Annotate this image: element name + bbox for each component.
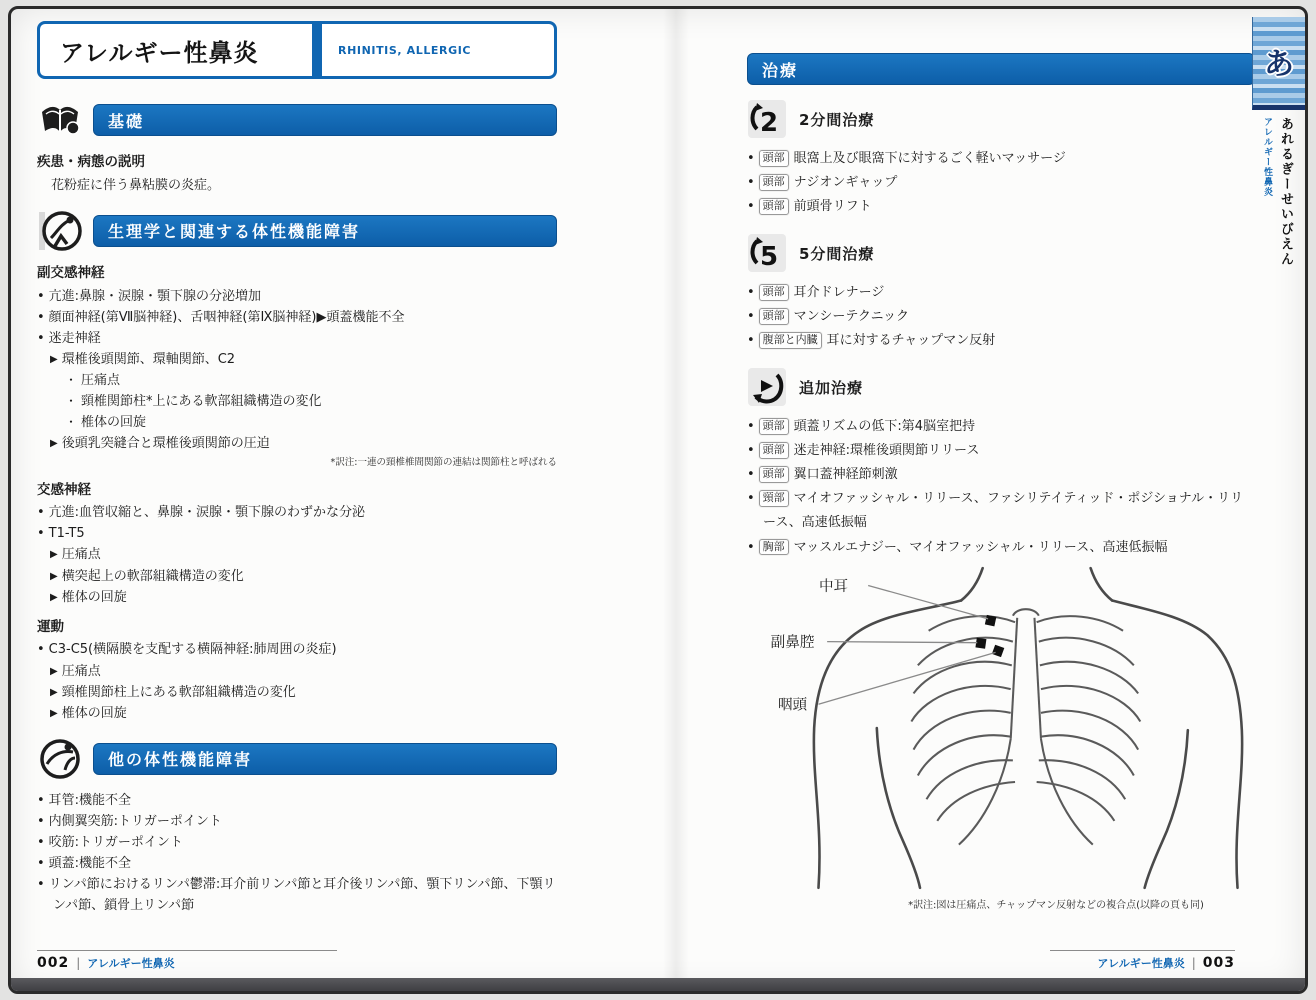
bullet-icon: • (747, 151, 755, 166)
list-item-text: 花粉症に伴う鼻粘膜の炎症。 (51, 177, 221, 193)
bullet-icon: ▶ (50, 707, 58, 719)
list-item (747, 281, 1255, 305)
sub-heading (37, 152, 557, 174)
list-item-text: 翼口蓋神経節刺激 (793, 467, 898, 483)
list-item-text: 運動 (37, 618, 64, 635)
bullet-icon: ▶ (50, 549, 58, 561)
footnote (37, 455, 557, 470)
list-item (747, 487, 1255, 535)
disease-title-bar (37, 21, 557, 79)
list-item-text: 亢進:血管収縮と、鼻腺・涙腺・顎下腺のわずかな分泌 (48, 505, 366, 521)
list-item-text: 眼窩上及び眼窩下に対するごく軽いマッサージ (793, 151, 1066, 166)
list-item (50, 682, 557, 703)
treatment-group-5min-items (747, 281, 1255, 353)
list-item (747, 415, 1255, 439)
list-item-text: 椎体の回旋 (81, 415, 147, 431)
timer-2min-icon (747, 99, 787, 139)
bullet-icon: ▶ (50, 591, 58, 603)
list-item (37, 639, 557, 660)
diagram-label-middle-ear: 中耳 (819, 577, 849, 595)
list-item-text: *訳注:一連の頸椎椎間関節の連結は関節柱と呼ばれる (330, 457, 557, 469)
list-item-text: 迷走神経 (48, 330, 101, 346)
index-tab (1252, 17, 1305, 110)
additional-treatment-icon (747, 367, 787, 407)
bullet-icon: ・ (65, 394, 78, 408)
hand-technique-icon (37, 736, 83, 782)
treatment-group-additional-title: 追加治療 (799, 378, 864, 397)
section-heading-basics: 基礎 (93, 104, 557, 136)
footer-rule-left (37, 950, 337, 951)
section-other-header (37, 736, 557, 782)
list-item-text: C3-C5(横隔膜を支配する横隔神経:肺周囲の炎症) (48, 642, 337, 658)
list-item (37, 502, 557, 523)
other-lines (37, 790, 557, 916)
list-item-text: 頸椎関節柱*上にある軟部組織構造の変化 (81, 394, 322, 409)
list-item-text: 顔面神経(第Ⅶ脳神経)、舌咽神経(第Ⅸ脳神経)▶頭蓋機能不全 (48, 309, 405, 325)
section-heading-physiology: 生理学と関連する体性機能障害 (93, 215, 557, 247)
list-item-text: 圧痛点 (61, 547, 101, 563)
index-tab-reading: あれるぎーせいびえん (1278, 117, 1293, 267)
index-tab-subtitle: アレルギー性鼻炎 (1262, 117, 1272, 197)
bullet-icon: • (747, 467, 755, 483)
list-item (747, 463, 1255, 487)
bullet-icon: • (747, 309, 755, 325)
list-item-text: 耳管:機能不全 (48, 792, 132, 808)
footer-right (1097, 955, 1235, 971)
list-item-text: 疾患・病態の説明 (37, 154, 145, 170)
region-tag: 頭部 (759, 442, 789, 459)
list-item (50, 566, 557, 587)
list-item-text: リンパ節におけるリンパ鬱滞:耳介前リンパ節と耳介後リンパ節、顎下リンパ節、下顎リンパ節、鎖骨上リンパ節 (48, 876, 556, 913)
list-item-text: 圧痛点 (81, 372, 121, 388)
list-item (37, 811, 557, 832)
list-item-text: マンシーテクニック (793, 309, 910, 325)
list-item (37, 523, 557, 544)
list-item (50, 703, 557, 724)
list-item-text: 耳介ドレナージ (793, 285, 885, 301)
list-item (65, 412, 557, 433)
section-heading-treatment: 治療 (747, 53, 1255, 85)
list-item (37, 832, 557, 853)
diagram-caption: *訳注:図は圧痛点、チャップマン反射などの複合点(以降の頁も同) (908, 899, 1204, 911)
body-mechanics-icon (37, 208, 83, 254)
treatment-group-2min-title: 2分間治療 (799, 110, 875, 129)
section-physiology-header (37, 208, 557, 254)
list-item-text: 前頭骨リフト (793, 199, 872, 215)
list-item (37, 307, 557, 328)
treatment-group-5min-title: 5分間治療 (799, 244, 875, 263)
diagram-label-sinus: 副鼻腔 (770, 633, 815, 651)
bullet-icon: • (747, 491, 755, 507)
bullet-icon: • (37, 330, 45, 346)
sub-heading (37, 480, 557, 502)
list-item-text: 頭蓋リズムの低下:第4脳室把持 (793, 419, 976, 435)
list-item-text: 亢進:鼻腺・涙腺・顎下腺の分泌増加 (48, 288, 262, 304)
bullet-icon: • (37, 855, 45, 871)
sub-heading (37, 263, 557, 285)
list-item-text: 頭蓋:機能不全 (48, 855, 132, 871)
list-item (747, 329, 1255, 353)
list-item-text: 耳に対するチャップマン反射 (826, 333, 996, 349)
list-item-text: 横突起上の軟部組織構造の変化 (61, 568, 244, 584)
region-tag: 頭部 (759, 418, 789, 435)
footer-left (37, 955, 175, 971)
bullet-icon: • (37, 505, 45, 521)
list-item-text: 椎体の回旋 (61, 705, 127, 721)
bullet-icon: • (747, 285, 755, 301)
diagram-label-pharynx: 咽頭 (777, 696, 808, 714)
chapman-point-middle-ear (985, 614, 997, 626)
page-number-right: 003 (1202, 955, 1235, 971)
book-bottom-edge (11, 978, 1305, 991)
book-frame (8, 6, 1308, 994)
bullet-icon: • (747, 333, 755, 349)
disease-title-english: RHINITIS, ALLERGIC (322, 24, 554, 76)
bullet-icon: • (747, 443, 755, 459)
bullet-icon: • (747, 539, 755, 555)
bullet-icon: • (37, 288, 45, 304)
bullet-icon: ▶ (50, 438, 58, 450)
index-tab-kana: あ (1264, 47, 1294, 82)
footer-separator-left: | (76, 956, 81, 970)
region-tag: 頸部 (759, 490, 789, 507)
bullet-icon: • (37, 642, 45, 658)
list-item-text: 副交感神経 (37, 264, 105, 281)
region-tag: 頭部 (759, 466, 789, 483)
list-item-text: マイオファッシャル・リリース、ファシリテイティッド・ポジショナル・リリース、高速低振幅 (763, 491, 1244, 531)
list-item (65, 370, 557, 391)
section-basics-header (37, 97, 557, 143)
left-page (37, 21, 557, 916)
list-item (747, 195, 1255, 219)
bullet-icon: • (747, 419, 755, 435)
treatment-group-5min-header (747, 233, 1255, 273)
list-item (50, 544, 557, 565)
treatment-group-additional-items (747, 415, 1255, 559)
list-item (50, 349, 557, 370)
list-item-text: 圧痛点 (61, 663, 101, 679)
list-item (37, 874, 557, 916)
region-tag: 胸部 (759, 539, 789, 556)
treatment-group-2min-items (747, 147, 1255, 219)
sub-heading (37, 617, 557, 639)
list-item (747, 536, 1255, 560)
list-item (37, 790, 557, 811)
list-item (37, 328, 557, 349)
basics-lines (37, 152, 557, 196)
section-heading-other: 他の体性機能障害 (93, 743, 557, 775)
list-item (747, 147, 1255, 171)
page-gutter (663, 9, 689, 991)
bullet-icon: ▶ (50, 353, 58, 365)
right-page (747, 53, 1255, 911)
treatment-group-2min-header (747, 99, 1255, 139)
footer-rule-right (1050, 950, 1235, 951)
list-item-text: 内側翼突筋:トリガーポイント (48, 813, 222, 829)
list-item-text: 椎体の回旋 (61, 589, 127, 605)
bullet-icon: • (37, 876, 45, 892)
list-item (747, 305, 1255, 329)
list-item-text: 後頭乳突縫合と環椎後頭関節の圧迫 (61, 436, 270, 452)
index-tab-vertical-labels (1261, 117, 1295, 267)
list-item-text: T1-T5 (48, 526, 85, 542)
footer-separator-right: | (1191, 956, 1196, 970)
disease-title: アレルギー性鼻炎 (40, 24, 312, 76)
bullet-icon: • (37, 526, 45, 542)
region-tag: 頭部 (759, 284, 789, 301)
bullet-icon: • (37, 792, 45, 808)
timer-5min-number: 5 (759, 242, 779, 273)
region-tag: 頭部 (759, 198, 789, 215)
bullet-icon: • (37, 834, 45, 850)
bullet-icon: • (37, 309, 45, 325)
region-tag: 頭部 (759, 308, 789, 325)
page-number-left: 002 (37, 955, 70, 971)
bullet-icon: ・ (65, 415, 78, 430)
list-item-text: ナジオンギャップ (793, 175, 898, 191)
list-item (65, 391, 557, 412)
bullet-icon: ▶ (50, 570, 58, 582)
bullet-icon: ▶ (50, 665, 58, 677)
list-item-text: 迷走神経:環椎後頭関節リリース (793, 443, 980, 459)
timer-5min-icon (747, 233, 787, 273)
list-item-text: 環椎後頭関節、環軸関節、C2 (61, 351, 236, 367)
list-item-text: 交感神経 (37, 481, 91, 498)
region-tag: 腹部と内臓 (759, 332, 822, 349)
list-item (50, 587, 557, 608)
bullet-icon: ・ (65, 372, 78, 387)
footer-title-left: アレルギー性鼻炎 (87, 957, 175, 970)
list-item (50, 433, 557, 454)
list-item (37, 853, 557, 874)
treatment-group-additional-header (747, 367, 1255, 407)
list-item (37, 175, 557, 196)
list-item-text: マッスルエナジー、マイオファッシャル・リリース、高速低振幅 (793, 539, 1168, 555)
chapman-point-pharynx (992, 644, 1004, 656)
bullet-icon: ▶ (50, 686, 58, 698)
timer-2min-number: 2 (759, 108, 779, 138)
bullet-icon: • (747, 175, 755, 191)
list-item-text: 咬筋:トリガーポイント (48, 834, 183, 850)
region-tag: 頭部 (759, 150, 789, 167)
chapman-reflex-diagram (747, 566, 1255, 894)
list-item (50, 661, 557, 682)
title-divider (312, 24, 322, 76)
open-book-icon (37, 97, 83, 143)
list-item (747, 439, 1255, 463)
list-item (37, 286, 557, 307)
footer-title-right: アレルギー性鼻炎 (1097, 957, 1185, 970)
list-item (747, 171, 1255, 195)
bullet-icon: • (37, 813, 45, 829)
bullet-icon: • (747, 199, 755, 215)
physiology-lines (37, 263, 557, 724)
list-item-text: 頸椎関節柱上にある軟部組織構造の変化 (61, 684, 296, 700)
region-tag: 頭部 (759, 174, 789, 191)
